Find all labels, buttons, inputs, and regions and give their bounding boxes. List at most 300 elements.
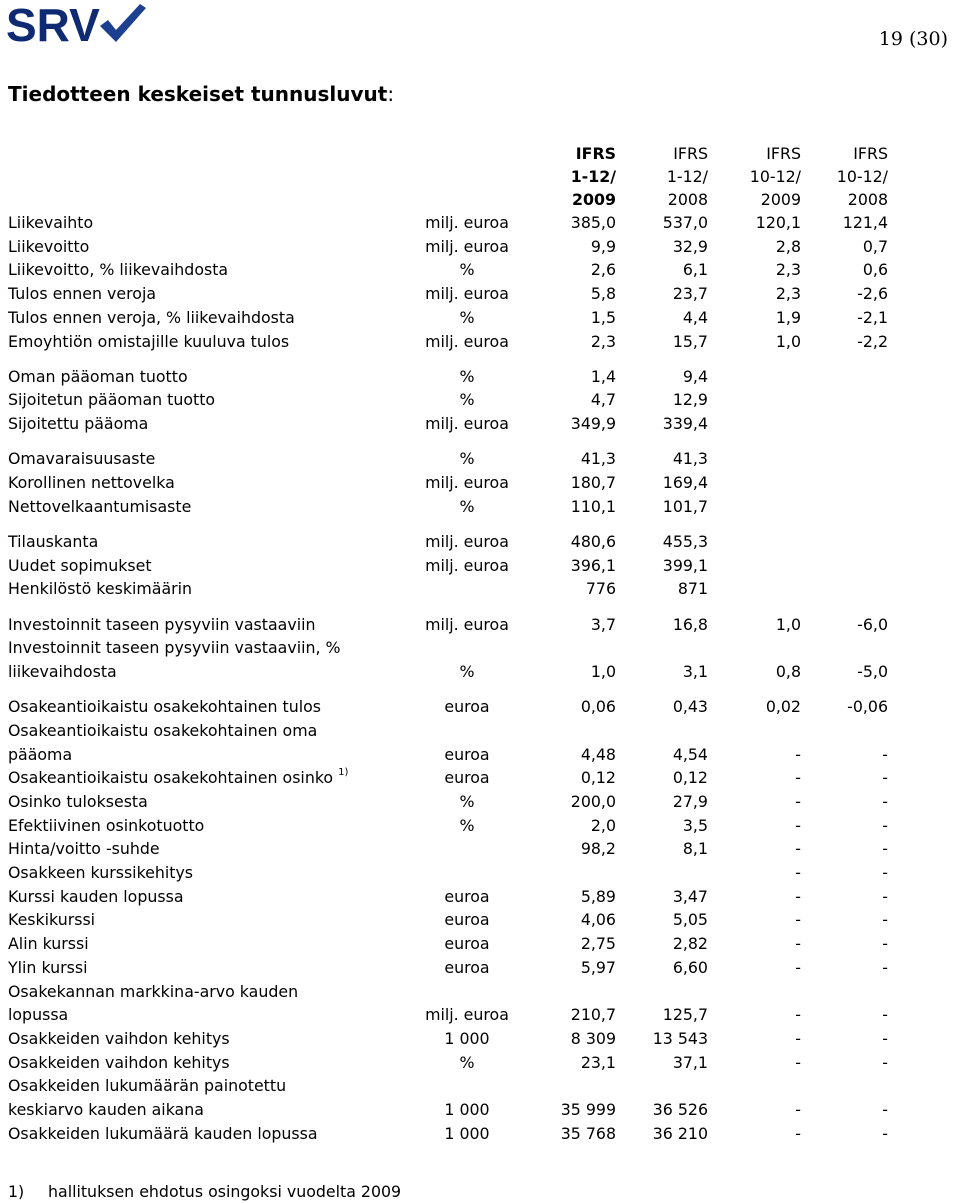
row-label-text: Osakkeiden vaihdon kehitys xyxy=(8,1029,230,1048)
row-value: 169,4 xyxy=(662,473,708,493)
row-label-text: Sijoitetun pääoman tuotto xyxy=(8,390,216,410)
row-value: - xyxy=(882,1052,888,1072)
row-label-text: Efektiivinen osinkotuotto xyxy=(8,815,205,835)
row-unit: milj. euroa xyxy=(425,531,509,551)
row-label-text: Ylin kurssi xyxy=(8,957,88,977)
row-value: 0,43 xyxy=(672,697,708,717)
row-label xyxy=(8,330,408,354)
row-value xyxy=(708,471,801,495)
row-label xyxy=(8,932,408,956)
col-header: IFRS xyxy=(673,144,708,163)
row-label-line: Investoinnit taseen pysyviin vastaaviin, % xyxy=(8,638,341,658)
row-value xyxy=(708,365,801,389)
row-value: - xyxy=(795,1123,801,1143)
row-unit: milj. euroa xyxy=(425,1005,509,1025)
row-label xyxy=(8,447,408,471)
row-value: - xyxy=(795,1100,801,1120)
row-label-text: Osakkeen kurssikehitys xyxy=(8,863,194,883)
table-row xyxy=(8,932,888,956)
table-row xyxy=(8,980,888,1027)
row-label-text: Omavaraisuusaste xyxy=(8,449,156,469)
row-unit: 1 000 xyxy=(444,1029,490,1048)
row-value: 0,02 xyxy=(765,697,801,717)
col-header: 10-12/ xyxy=(749,167,801,186)
row-label xyxy=(8,282,408,306)
row-value: 455,3 xyxy=(662,531,708,551)
row-value: 41,3 xyxy=(672,449,708,469)
row-label-line: Osakeantioikaistu osakekohtainen oma xyxy=(8,720,318,740)
row-value: 23,7 xyxy=(672,284,708,304)
row-value: 15,7 xyxy=(672,331,708,351)
row-value: 0,7 xyxy=(862,236,888,256)
row-label xyxy=(8,908,408,932)
row-value: 4,06 xyxy=(580,910,616,930)
row-label xyxy=(8,388,408,412)
row-label-text: Henkilöstö keskimäärin xyxy=(8,579,193,599)
row-value: 2,3 xyxy=(590,331,616,351)
row-label-line: keskiarvo kauden aikana xyxy=(8,1100,204,1120)
row-label-text: Liikevaihto xyxy=(8,213,94,232)
row-value: 0,12 xyxy=(672,768,708,788)
spacer-row xyxy=(8,601,888,613)
page-number: 19 (30) xyxy=(878,28,948,50)
row-value: 871 xyxy=(677,579,708,599)
row-label xyxy=(8,258,408,282)
row-value: 4,48 xyxy=(580,744,616,764)
col-header: 1-12/ xyxy=(666,167,708,186)
row-value: 0,06 xyxy=(580,697,616,717)
row-label xyxy=(8,211,408,235)
row-value: - xyxy=(882,863,888,883)
row-value: 349,9 xyxy=(570,414,616,434)
row-value: 35 768 xyxy=(560,1123,616,1143)
row-label-line: liikevaihdosta xyxy=(8,661,117,681)
row-value: - xyxy=(882,1100,888,1120)
row-value: 339,4 xyxy=(662,414,708,434)
title-colon: : xyxy=(387,82,395,106)
col-header: 2009 xyxy=(572,190,616,209)
row-label-text: Osinko tuloksesta xyxy=(8,791,148,811)
row-label xyxy=(8,1051,408,1075)
spacer-row xyxy=(8,436,888,448)
row-value xyxy=(708,388,801,412)
table-row xyxy=(8,471,888,495)
row-value: 13 543 xyxy=(652,1029,708,1048)
row-value: - xyxy=(882,1005,888,1025)
row-value: 3,1 xyxy=(682,661,708,681)
row-value: 0,6 xyxy=(862,260,888,280)
row-value xyxy=(801,412,888,436)
row-label-text: Tulos ennen veroja xyxy=(8,284,157,304)
row-label xyxy=(8,530,408,554)
row-label-text: Liikevoitto, % liikevaihdosta xyxy=(8,260,229,280)
row-value xyxy=(526,861,616,885)
table-row xyxy=(8,861,888,885)
logo-wordmark: SRV xyxy=(6,0,100,51)
row-label-text: Osakkeiden lukumäärä kauden lopussa xyxy=(8,1123,318,1143)
table-row xyxy=(8,1074,888,1121)
row-value xyxy=(708,577,801,601)
row-label xyxy=(8,837,408,861)
row-value xyxy=(616,861,708,885)
col-header: IFRS xyxy=(575,144,616,163)
row-label xyxy=(8,412,408,436)
row-value: 0,12 xyxy=(580,768,616,788)
row-unit: 1 000 xyxy=(444,1123,490,1143)
row-value: -5,0 xyxy=(857,661,888,681)
row-value: 2,3 xyxy=(775,260,801,280)
spacer-row xyxy=(8,684,888,696)
table-row xyxy=(8,636,888,683)
row-label xyxy=(8,1027,408,1051)
row-unit: euroa xyxy=(444,744,490,764)
row-value: - xyxy=(882,1123,888,1143)
srv-logo xyxy=(6,0,146,51)
row-label-line: Osakekannan markkina-arvo kauden xyxy=(8,981,299,1001)
row-unit: euroa xyxy=(444,957,490,977)
row-value: 1,9 xyxy=(775,307,801,327)
row-unit: milj. euroa xyxy=(425,213,509,232)
row-value: 480,6 xyxy=(570,531,616,551)
row-label-text: Uudet sopimukset xyxy=(8,555,152,575)
row-value: 16,8 xyxy=(672,614,708,634)
row-unit: % xyxy=(459,496,475,516)
col-header: IFRS xyxy=(853,144,888,163)
row-unit: % xyxy=(459,815,475,835)
table-row xyxy=(8,1051,888,1075)
row-unit: % xyxy=(459,260,475,280)
row-value xyxy=(708,554,801,578)
row-value: 210,7 xyxy=(570,1005,616,1025)
row-label-text: Keskikurssi xyxy=(8,910,96,930)
row-value: 101,7 xyxy=(662,496,708,516)
row-label xyxy=(8,1074,408,1121)
table-row xyxy=(8,211,888,235)
row-label xyxy=(8,471,408,495)
row-value: - xyxy=(882,791,888,811)
row-label-text: Korollinen nettovelka xyxy=(8,473,175,493)
table-row xyxy=(8,495,888,519)
table-row xyxy=(8,837,888,861)
table-row xyxy=(8,577,888,601)
row-value: - xyxy=(795,1052,801,1072)
page-title xyxy=(8,82,394,106)
row-label xyxy=(8,613,408,637)
row-unit: milj. euroa xyxy=(425,414,509,434)
row-value: 120,1 xyxy=(755,213,801,232)
row-value: - xyxy=(882,934,888,954)
row-label xyxy=(8,1122,408,1146)
row-value: 32,9 xyxy=(672,236,708,256)
row-value: - xyxy=(795,791,801,811)
col-header: 2009 xyxy=(760,190,801,209)
table-row xyxy=(8,766,888,790)
row-value: - xyxy=(882,744,888,764)
row-unit: euroa xyxy=(444,768,490,788)
row-unit: % xyxy=(459,1052,475,1072)
row-label-line: Osakkeiden lukumäärän painotettu xyxy=(8,1076,287,1096)
row-value: 6,60 xyxy=(672,957,708,977)
row-value xyxy=(708,447,801,471)
row-value: 5,97 xyxy=(580,957,616,977)
col-header: 1-12/ xyxy=(570,167,616,186)
row-value: 0,8 xyxy=(775,661,801,681)
row-value xyxy=(801,388,888,412)
row-unit: % xyxy=(459,307,475,327)
header-row-2 xyxy=(8,165,888,188)
row-value: 200,0 xyxy=(570,791,616,811)
row-unit xyxy=(408,837,526,861)
row-value: 4,4 xyxy=(682,307,708,327)
row-value: 125,7 xyxy=(662,1005,708,1025)
row-value: 1,5 xyxy=(590,307,616,327)
row-value: - xyxy=(882,957,888,977)
footnote xyxy=(8,1182,401,1201)
row-label xyxy=(8,885,408,909)
row-unit: % xyxy=(459,449,475,469)
table-row xyxy=(8,695,888,719)
row-label xyxy=(8,814,408,838)
table-row xyxy=(8,388,888,412)
row-value: - xyxy=(882,886,888,906)
header-row-3 xyxy=(8,188,888,211)
row-label-text: Tilauskanta xyxy=(8,531,99,551)
row-value xyxy=(801,530,888,554)
row-value: -6,0 xyxy=(857,614,888,634)
row-value: -2,1 xyxy=(857,307,888,327)
row-value: 1,0 xyxy=(775,614,801,634)
row-unit: % xyxy=(459,661,475,681)
row-label xyxy=(8,980,408,1027)
row-value: 3,5 xyxy=(682,815,708,835)
row-value: 36 526 xyxy=(652,1100,708,1120)
table-row xyxy=(8,412,888,436)
row-value: 2,8 xyxy=(775,236,801,256)
spacer-row xyxy=(8,353,888,365)
table-row xyxy=(8,235,888,259)
row-unit: euroa xyxy=(444,886,490,906)
row-label xyxy=(8,636,408,683)
row-unit xyxy=(408,861,526,885)
row-value: 27,9 xyxy=(672,791,708,811)
footnote-ref: 1) xyxy=(338,767,349,779)
row-value: 12,9 xyxy=(672,390,708,410)
row-value: - xyxy=(882,1029,888,1048)
row-label-text: Investoinnit taseen pysyviin vastaaviin xyxy=(8,614,316,634)
row-value: 4,54 xyxy=(672,744,708,764)
row-value: 537,0 xyxy=(662,213,708,232)
row-value: 5,89 xyxy=(580,886,616,906)
row-value: 6,1 xyxy=(682,260,708,280)
row-value: 180,7 xyxy=(570,473,616,493)
row-value xyxy=(801,471,888,495)
row-value: 2,3 xyxy=(775,284,801,304)
row-value: 5,05 xyxy=(672,910,708,930)
header-row-1 xyxy=(8,142,888,165)
row-value xyxy=(801,447,888,471)
col-header: 2008 xyxy=(847,190,888,209)
row-value xyxy=(708,495,801,519)
row-label xyxy=(8,306,408,330)
row-value: 37,1 xyxy=(672,1052,708,1072)
table-row xyxy=(8,613,888,637)
row-label-text: Kurssi kauden lopussa xyxy=(8,886,184,906)
row-unit: euroa xyxy=(444,934,490,954)
row-label-text: Emoyhtiön omistajille kuuluva tulos xyxy=(8,331,290,351)
row-label-text: Liikevoitto xyxy=(8,236,90,256)
row-value: 2,0 xyxy=(590,815,616,835)
row-label-text: Hinta/voitto -suhde xyxy=(8,839,160,859)
row-value: - xyxy=(795,863,801,883)
row-unit: milj. euroa xyxy=(425,284,509,304)
table-row xyxy=(8,885,888,909)
row-value xyxy=(801,577,888,601)
table-row xyxy=(8,719,888,766)
table-row xyxy=(8,790,888,814)
row-value: - xyxy=(882,910,888,930)
table-row xyxy=(8,554,888,578)
table-row xyxy=(8,814,888,838)
table-row xyxy=(8,306,888,330)
row-value: 8,1 xyxy=(682,839,708,859)
row-unit: 1 000 xyxy=(444,1100,490,1120)
row-value: - xyxy=(882,768,888,788)
row-label xyxy=(8,365,408,389)
footnote-marker: 1) xyxy=(8,1182,25,1201)
col-header: 2008 xyxy=(667,190,708,209)
row-value xyxy=(708,412,801,436)
row-value: - xyxy=(795,886,801,906)
row-unit: milj. euroa xyxy=(425,614,509,634)
row-label-line: pääoma xyxy=(8,744,73,764)
row-unit: % xyxy=(459,390,475,410)
row-unit: milj. euroa xyxy=(425,331,509,351)
row-label-text: Osakeantioikaistu osakekohtainen tulos xyxy=(8,697,322,717)
row-value: -2,6 xyxy=(857,284,888,304)
row-unit: milj. euroa xyxy=(425,473,509,493)
table-row xyxy=(8,330,888,354)
row-value: -0,06 xyxy=(847,697,888,717)
row-value: 399,1 xyxy=(662,555,708,575)
row-label-text: Alin kurssi xyxy=(8,934,89,954)
row-value: 36 210 xyxy=(652,1123,708,1143)
col-header: IFRS xyxy=(766,144,801,163)
row-value: 396,1 xyxy=(570,555,616,575)
row-value: - xyxy=(795,768,801,788)
table-row xyxy=(8,447,888,471)
table-row xyxy=(8,1027,888,1051)
row-value: 1,0 xyxy=(775,331,801,351)
row-value: 8 309 xyxy=(570,1029,616,1048)
row-value: 41,3 xyxy=(580,449,616,469)
table-row xyxy=(8,258,888,282)
title-text: Tiedotteen keskeiset tunnusluvut xyxy=(8,82,388,106)
row-value: 35 999 xyxy=(560,1100,616,1120)
table-row xyxy=(8,956,888,980)
row-label xyxy=(8,956,408,980)
row-value xyxy=(801,365,888,389)
row-label xyxy=(8,577,408,601)
row-value: 2,82 xyxy=(672,934,708,954)
row-value: - xyxy=(795,1005,801,1025)
row-value: 3,7 xyxy=(590,614,616,634)
row-label-text: Osakeantioikaistu osakekohtainen osinko xyxy=(8,768,334,788)
row-value: 1,0 xyxy=(590,661,616,681)
row-value: 23,1 xyxy=(580,1052,616,1072)
key-figures-table xyxy=(8,142,888,1146)
row-label-text: Sijoitettu pääoma xyxy=(8,414,149,434)
row-unit: milj. euroa xyxy=(425,555,509,575)
row-value: 3,47 xyxy=(672,886,708,906)
row-unit: euroa xyxy=(444,697,490,717)
row-unit xyxy=(408,577,526,601)
row-value: 2,6 xyxy=(590,260,616,280)
row-value: 385,0 xyxy=(570,213,616,232)
table-row xyxy=(8,530,888,554)
row-value: - xyxy=(882,839,888,859)
row-unit: % xyxy=(459,791,475,811)
table-row xyxy=(8,908,888,932)
row-value xyxy=(708,530,801,554)
row-value: 9,4 xyxy=(682,366,708,386)
row-unit: euroa xyxy=(444,910,490,930)
row-value: - xyxy=(795,934,801,954)
row-label xyxy=(8,861,408,885)
row-label xyxy=(8,554,408,578)
row-value: 9,9 xyxy=(590,236,616,256)
row-label xyxy=(8,790,408,814)
row-label xyxy=(8,235,408,259)
row-value: 98,2 xyxy=(580,839,616,859)
row-value: -2,2 xyxy=(857,331,888,351)
row-value: 121,4 xyxy=(842,213,888,232)
row-value: 1,4 xyxy=(590,366,616,386)
row-value: - xyxy=(882,815,888,835)
row-value xyxy=(801,554,888,578)
row-value: - xyxy=(795,744,801,764)
row-unit: % xyxy=(459,366,475,386)
row-value: - xyxy=(795,1029,801,1048)
row-label xyxy=(8,719,408,766)
row-label-line: lopussa xyxy=(8,1005,69,1025)
row-value: - xyxy=(795,815,801,835)
table-row xyxy=(8,365,888,389)
row-label xyxy=(8,766,408,790)
row-value: 776 xyxy=(585,579,616,599)
row-value: - xyxy=(795,957,801,977)
row-label-text: Osakkeiden vaihdon kehitys xyxy=(8,1052,230,1072)
row-value: 2,75 xyxy=(580,934,616,954)
logo-check-icon xyxy=(98,2,146,42)
row-label-text: Nettovelkaantumisaste xyxy=(8,496,192,516)
row-value: - xyxy=(795,839,801,859)
table-row xyxy=(8,282,888,306)
row-label-text: Oman pääoman tuotto xyxy=(8,366,188,386)
row-unit: milj. euroa xyxy=(425,236,509,256)
row-value: - xyxy=(795,910,801,930)
row-value: 4,7 xyxy=(590,390,616,410)
row-label xyxy=(8,495,408,519)
row-label xyxy=(8,695,408,719)
row-value: 5,8 xyxy=(590,284,616,304)
table-row xyxy=(8,1122,888,1146)
col-header: 10-12/ xyxy=(836,167,888,186)
row-label-text: Tulos ennen veroja, % liikevaihdosta xyxy=(8,307,295,327)
row-value xyxy=(801,495,888,519)
spacer-row xyxy=(8,518,888,530)
row-value: 110,1 xyxy=(570,496,616,516)
footnote-text: hallituksen ehdotus osingoksi vuodelta 2009 xyxy=(48,1182,402,1201)
